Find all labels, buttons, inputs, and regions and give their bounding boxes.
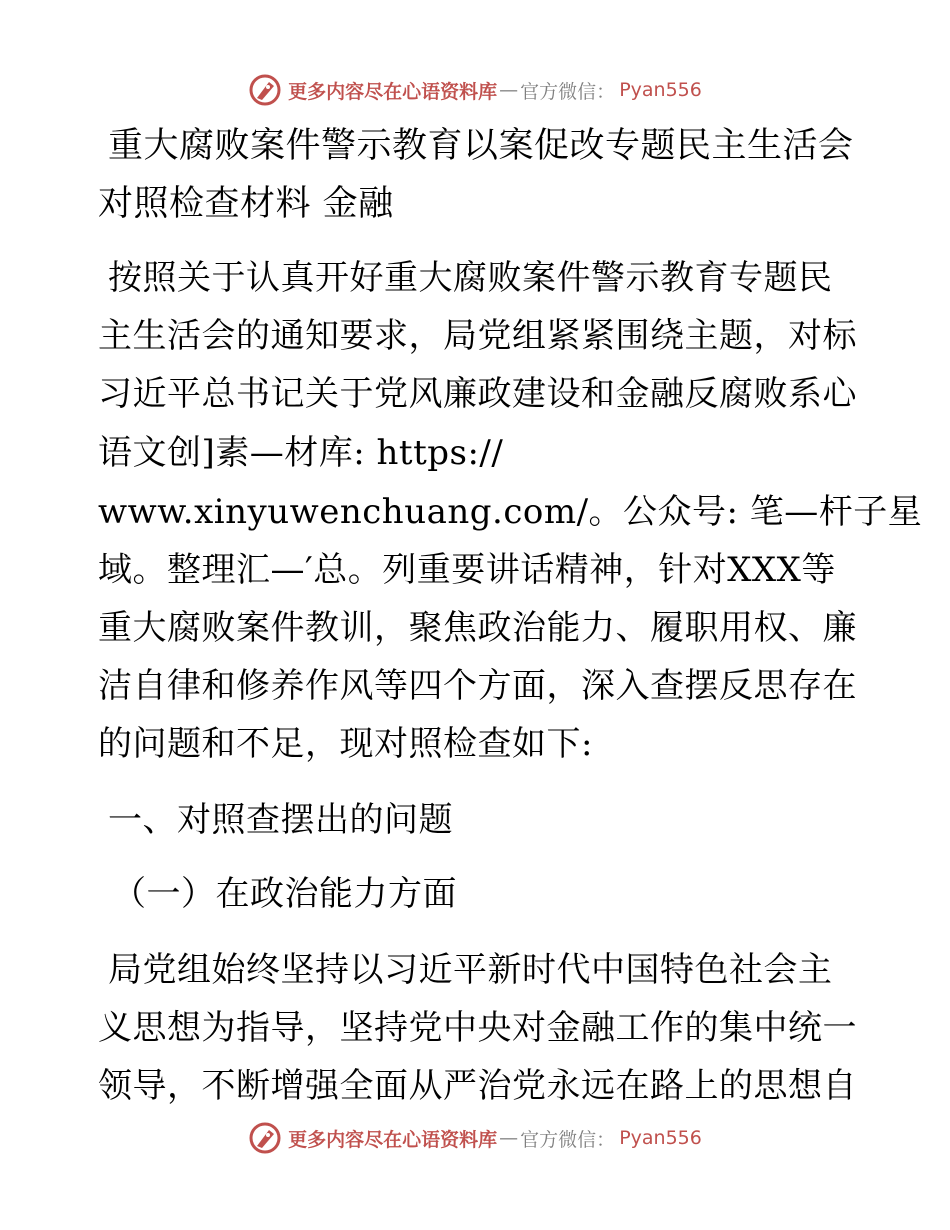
footer-wechat-id: Pyan556 [619, 1127, 702, 1149]
header-official-label: 官方微信： [520, 80, 616, 103]
header-separator: — [499, 79, 519, 101]
footer-banner [0, 1118, 950, 1158]
pen-nib-circle-icon [248, 1121, 282, 1155]
footer-separator: — [499, 1127, 519, 1149]
intro-line-6: 域。整理汇—′总。列重要讲话精神，针对XXX等 [98, 550, 836, 590]
para2-line-1: 局党组始终坚持以习近平新时代中国特色社会主 [108, 950, 833, 990]
header-slogan: 更多内容尽在心语资料库 [288, 80, 498, 103]
intro-line-8: 洁自律和修养作风等四个方面，深入查摆反思存在 [98, 666, 857, 706]
pen-nib-circle-icon [248, 73, 282, 107]
footer-slogan: 更多内容尽在心语资料库 [288, 1128, 498, 1151]
intro-line-2: 主生活会的通知要求，局党组紧紧围绕主题，对标 [98, 316, 857, 356]
intro-line-3: 习近平总书记关于党风廉政建设和金融反腐败系心 [98, 374, 857, 414]
subsection-heading: （一）在政治能力方面 [112, 874, 457, 914]
document-title-line-1: 重大腐败案件警示教育以案促改专题民主生活会 [108, 126, 854, 166]
intro-line-7: 重大腐败案件教训，聚焦政治能力、履职用权、廉 [98, 608, 857, 648]
footer-official-label: 官方微信： [520, 1128, 616, 1151]
intro-line-1: 按照关于认真开好重大腐败案件警示教育专题民 [108, 258, 833, 298]
header-wechat-id: Pyan556 [619, 79, 702, 101]
document-title-line-2: 对照检查材料 金融 [98, 184, 394, 224]
intro-line-9: 的问题和不足，现对照检查如下: [98, 724, 593, 764]
para2-line-3: 领导，不断增强全面从严治党永远在路上的思想自 [98, 1066, 857, 1106]
intro-line-5: www.xinyuwenchuang.com/。公众号: 笔—杆子星 [98, 492, 923, 532]
header-banner [0, 70, 950, 110]
para2-line-2: 义思想为指导，坚持党中央对金融工作的集中统一 [98, 1008, 857, 1048]
section-heading: 一、对照查摆出的问题 [108, 800, 453, 840]
intro-line-4: 语文创]素—材库: https:// [98, 433, 504, 473]
